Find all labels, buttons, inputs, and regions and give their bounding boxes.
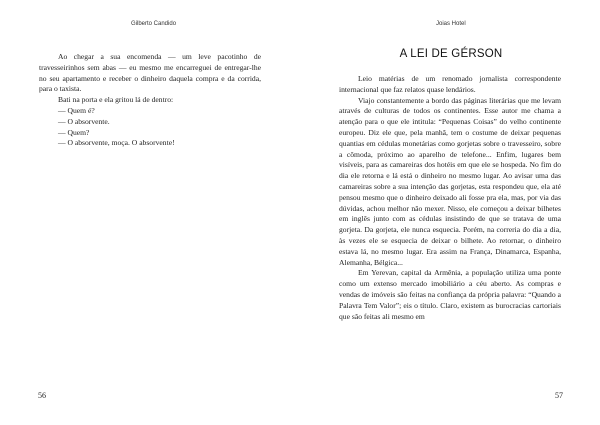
paragraph: Leio matérias de um renomado jornalista correspondente internacional que faz relatos quase lendários. [339,74,561,94]
chapter-title: A LEI DE GÉRSON [399,48,503,60]
right-page [300,0,600,425]
paragraph: Viajo constantemente a bordo das páginas literárias que me levam através de culturas de todos os continentes. Esse autor me chama a atenção para o que ele intitula: “Pequenas Coisas” do velho continente europeu. Diz ele que, pela manhã, tem o costume de deixar pequenas quantias em cédulas monetárias como gorjetas sobre o travesseiro, sobre a cômoda, próximo ao aparelho de telefone... Enfim, lugares bem visíveis, para as camareiras dos hotéis em que ele se hospeda. No fim do dia ele retorna e lá está o dinheiro no mesmo lugar. Ao avisar uma das camareiras sobre a sua intenção das gorjetas, esta respondeu que, ela até pensou mesmo que o dinheiro deixado ali fosse pra ela, mas, por via das dúvidas, achou melhor não mexer. Nisso, ele começou a deixar bilhetes em inglês junto com as cédulas insistindo de que se tratava de uma gorjeta. Da gorjeta, ele nunca esquecia. Porém, na correria do dia a dia, às vezes ele se esquecia de deixar o bilhete. Ao retornar, o dinheiro estava lá, no mesmo lugar. Era assim na França, Dinamarca, Espanha, Alemanha, Bélgica... [339,95,561,267]
page-number: 57 [555,391,563,400]
dialogue-line: — Quem é? [58,105,95,115]
dialogue-line: — O absorvente. [58,116,110,126]
running-head-author: Gilberto Candido [131,21,177,27]
paragraph: Bati na porta e ela gritou lá de dentro: [58,95,174,105]
dialogue-line: — O absorvente, moça. O absorvente! [58,138,175,148]
paragraph: Em Yerevan, capital da Armênia, a população utiliza uma ponte como um extenso mercado imobiliário a céu aberto. As compras e vendas de imóveis são feitas na confiança da própria palavra: “Quando a Palavra Tem Valor”; eis o título. Claro, existem as burocracias cartoriais que são feitas ali mesmo em [339,268,561,321]
page-number: 56 [38,391,46,400]
right-page-body [339,74,561,322]
left-page-body [39,52,261,149]
dialogue-line: — Quem? [58,127,90,137]
running-head-title: Joias Hotel [436,21,466,27]
paragraph: Ao chegar a sua encomenda — um leve pacotinho de travesseirinhos sem abas — eu mesmo me encarreguei de entregar-lhe no seu apartamento e receber o dinheiro daquela compra e da corrida, para o taxista. [39,52,261,94]
